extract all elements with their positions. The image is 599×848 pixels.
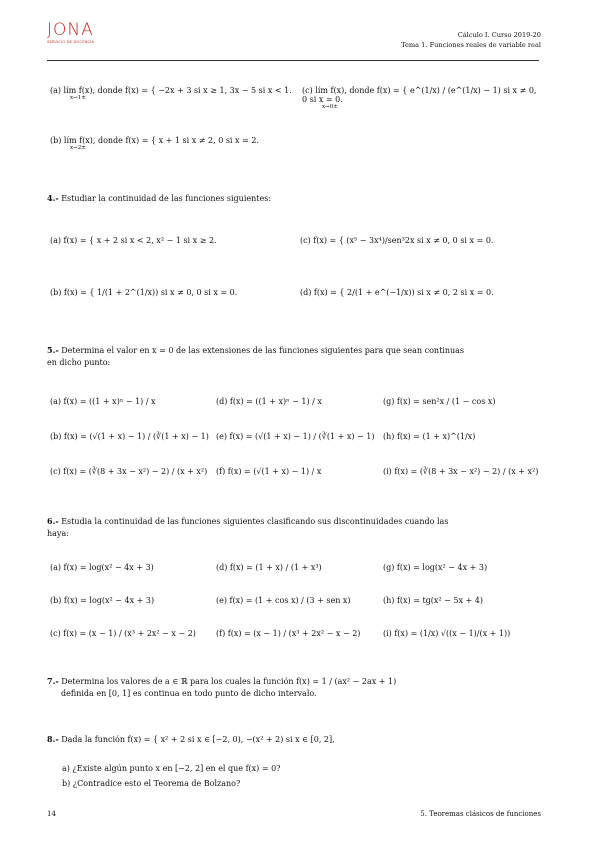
ex5-item-h: (h) f(x) = (1 + x)^(1/x) (383, 432, 476, 441)
exercise-5-statement (47, 344, 537, 369)
exercise-6-statement (47, 515, 537, 540)
course-line: Cálculo I. Curso 2019-20 (457, 31, 541, 39)
ex5-item-b: (b) f(x) = (√(1 + x) − 1) / (∛(1 + x) − 1) (50, 432, 209, 441)
logo-word: JONA (47, 20, 94, 40)
exercise-4-statement (47, 192, 537, 205)
exercise-7-text-1: Determina los valores de a ∈ ℝ para los cuales la función f(x) = 1 / (ax² − 2ax + 1) (61, 677, 397, 686)
ex5-item-a: (a) f(x) = ((1 + x)ⁿ − 1) / x (50, 397, 156, 406)
limit-c (302, 86, 542, 110)
ex6-item-d: (d) f(x) = (1 + x) / (1 + x³) (216, 563, 322, 572)
limit-a (50, 86, 300, 101)
exercise-5-text-1: Determina el valor en x = 0 de las extensiones de las funciones siguientes para que sean continuas (61, 346, 465, 355)
exercise-4-text: Estudiar la continuidad de las funciones siguientes: (61, 194, 272, 203)
limit-b-subscript: x→2± (70, 145, 86, 151)
exercise-7-text-2: definida en [0, 1] es continua en todo punto de dicho intervalo. (61, 689, 317, 698)
exercise-6-text-1: Estudia la continuidad de las funciones siguientes clasificando sus discontinuidades cuando las (61, 517, 449, 526)
limit-b (50, 136, 310, 151)
ex5-item-i: (i) f(x) = (∛(8 + 3x − x²) − 2) / (x + x²) (383, 467, 539, 476)
ex4-item-a: (a) f(x) = { x + 2 si x < 2, x² − 1 si x ≥ 2. (50, 236, 217, 245)
limit-c-text: (c) lím f(x), donde f(x) = { e^(1/x) / (e^(1/x) − 1) si x ≠ 0, 0 si x = 0. (302, 86, 537, 104)
header-rule (47, 60, 539, 61)
limit-a-subscript: x→1± (70, 95, 86, 101)
exercise-4-number: 4.- (47, 193, 59, 203)
exercise-8-statement (47, 733, 537, 746)
exercise-8-number: 8.- (47, 734, 59, 744)
ex6-item-b: (b) f(x) = log(x² − 4x + 3) (50, 596, 155, 605)
ex5-item-d: (d) f(x) = ((1 + x)ⁿ − 1) / x (216, 397, 322, 406)
ex6-item-h: (h) f(x) = tg(x² − 5x + 4) (383, 596, 484, 605)
running-header (401, 30, 541, 50)
logo-subtitle: SERVICIO DE DOCENCIA (47, 40, 95, 44)
ex6-item-c: (c) f(x) = (x − 1) / (x³ + 2x² − x − 2) (50, 629, 196, 638)
ex5-item-f: (f) f(x) = (√(1 + x) − 1) / x (216, 467, 322, 476)
ex6-item-a: (a) f(x) = log(x² − 4x + 3) (50, 563, 154, 572)
ex6-item-g: (g) f(x) = log(x² − 4x + 3) (383, 563, 488, 572)
ex4-item-d: (d) f(x) = { 2/(1 + e^(−1/x)) si x ≠ 0, 2 si x = 0. (300, 288, 494, 297)
ex5-item-c: (c) f(x) = (∛(8 + 3x − x²) − 2) / (x + x²) (50, 467, 208, 476)
limit-a-text: (a) lím f(x), donde f(x) = { −2x + 3 si x ≥ 1, 3x − 5 si x < 1. (50, 86, 292, 95)
limit-c-subscript: x→0± (322, 104, 338, 110)
exercise-5-number: 5.- (47, 345, 59, 355)
limit-b-text: (b) lím f(x), donde f(x) = { x + 1 si x ≠ 2, 0 si x = 2. (50, 136, 259, 145)
exercise-6-text-2: haya: (47, 529, 69, 538)
ex5-item-e: (e) f(x) = (√(1 + x) − 1) / (∛(1 + x) − 1) (216, 432, 375, 441)
exercise-8-text: Dada la función f(x) = { x² + 2 si x ∈ [−2, 0), −(x² + 2) si x ∈ [0, 2], (61, 735, 335, 744)
ex6-item-i: (i) f(x) = (1/x) √((x − 1)/(x + 1)) (383, 629, 511, 638)
topic-line: Tema 1. Funciones reales de variable real (401, 41, 541, 49)
ex4-item-c: (c) f(x) = { (x⁵ − 3x⁴)/sen³2x si x ≠ 0, 0 si x = 0. (300, 236, 494, 245)
exercise-8-part-a: a) ¿Existe algún punto x en [−2, 2] en el que f(x) = 0? (62, 764, 281, 773)
footer-section: 5. Teoremas clásicos de funciones (420, 810, 541, 818)
ex4-item-b: (b) f(x) = { 1/(1 + 2^(1/x)) si x ≠ 0, 0 si x = 0. (50, 288, 238, 297)
exercise-5-text-2: en dicho punto: (47, 358, 111, 367)
exercise-7-statement (47, 675, 537, 700)
exercise-7-number: 7.- (47, 676, 59, 686)
page-number: 14 (47, 810, 56, 818)
ex6-item-e: (e) f(x) = (1 + cos x) / (3 + sen x) (216, 596, 351, 605)
ex5-item-g: (g) f(x) = sen²x / (1 − cos x) (383, 397, 496, 406)
exercise-8-part-b: b) ¿Contradice esto el Teorema de Bolzano? (62, 779, 241, 788)
exercise-6-number: 6.- (47, 516, 59, 526)
ex6-item-f: (f) f(x) = (x − 1) / (x³ + 2x² − x − 2) (216, 629, 361, 638)
jona-logo (47, 22, 107, 52)
